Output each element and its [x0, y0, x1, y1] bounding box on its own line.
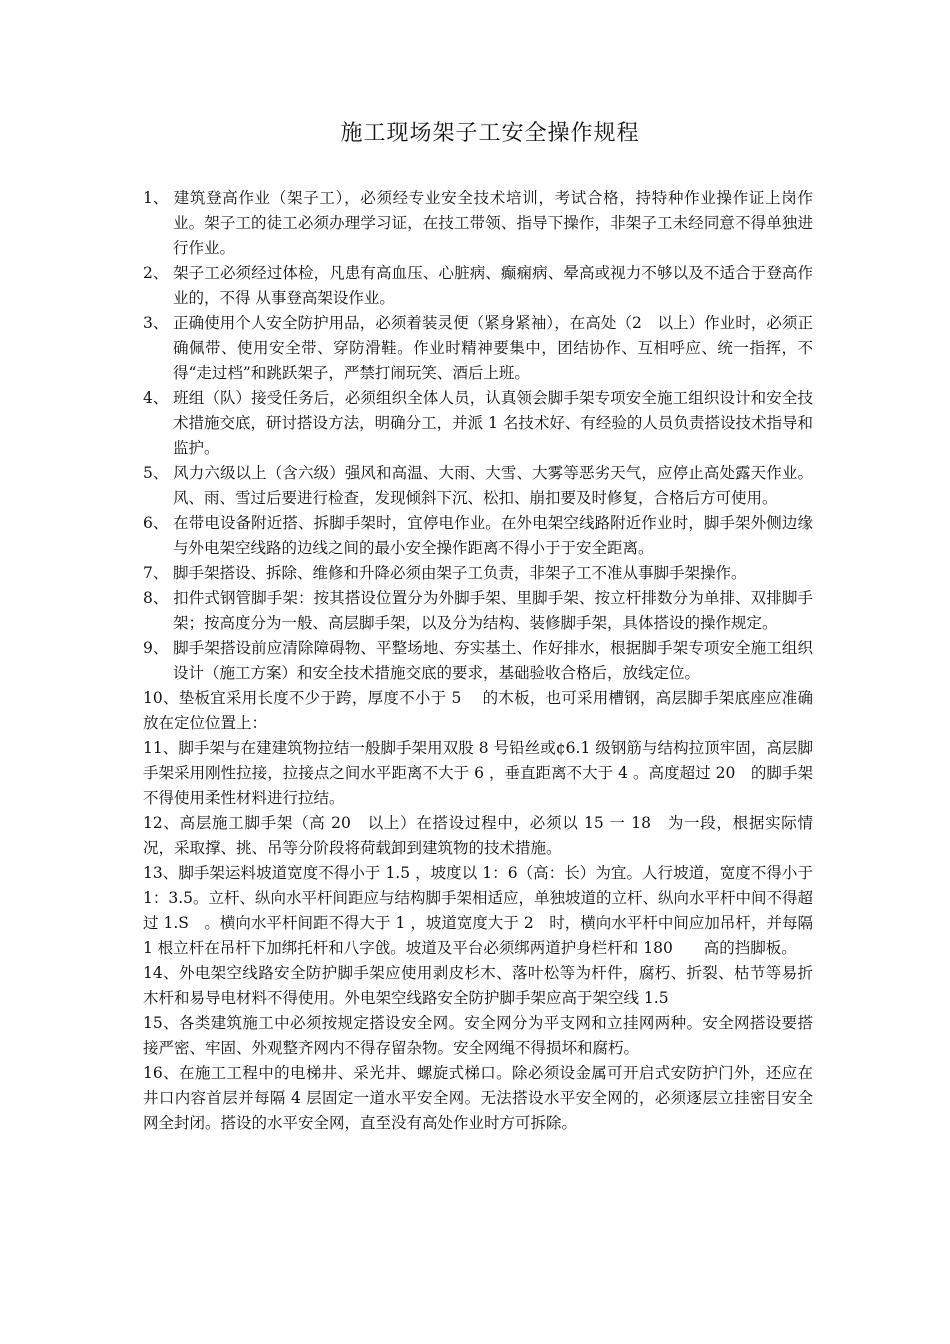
clause-number: 5、	[143, 464, 169, 482]
clause-4	[143, 386, 813, 461]
clause-text: 建筑登高作业（架子工），必须经专业安全技术培训，考试合格，持特种作业操作证上岗作业。架子工的徒工必须办理学习证，在技工带领、指导下操作，非架子工未经同意不得单独进行作业。	[173, 189, 813, 257]
clause-number: 13、	[143, 864, 179, 882]
clause-text: 脚手架运料坡道宽度不得小于 1.5 ，坡度以 1：6（高：长）为宜。人行坡道，宽度不得小于 1：3.5。立杆、纵向水平杆间距应与结构脚手架相适应，单独坡道的立杆、纵向水平杆中间不得超过 1.S 。横向水平杆间距不得大于 1 ，坡道宽度大于 2 时，横向水平杆中间应加吊杆，并每隔 1 根立杆在吊杆下加绑托杆和八字戗。坡道及平台必须绑两道护身栏杆和 180 高的挡脚板。	[143, 864, 814, 957]
clause-1	[143, 186, 813, 261]
clause-2	[143, 261, 813, 311]
clause-15	[143, 1011, 813, 1061]
clause-text: 在带电设备附近搭、拆脚手架时，宜停电作业。在外电架空线路附近作业时，脚手架外侧边缘与外电架空线路的边线之间的最小安全操作距离不得小于于安全距离。	[173, 514, 813, 557]
clause-number: 2、	[143, 264, 169, 282]
clause-text: 各类建筑施工中必须按规定搭设安全网。安全网分为平支网和立挂网两种。安全网搭设要搭接严密、牢固、外观整齐网内不得存留杂物。安全网绳不得损坏和腐朽。	[143, 1014, 813, 1057]
clause-8	[143, 586, 813, 636]
clause-number: 3、	[143, 314, 169, 332]
clause-text: 脚手架搭设前应清除障碍物、平整场地、夯实基土、作好排水，根据脚手架专项安全施工组织设计（施工方案）和安全技术措施交底的要求，基础验收合格后，放线定位。	[173, 639, 813, 682]
clause-text: 风力六级以上（含六级）强风和高温、大雨、大雪、大雾等恶劣天气，应停止高处露天作业。风、雨、雪过后要进行检查，发现倾斜下沉、松扣、崩扣要及时修复，合格后方可使用。	[173, 464, 813, 507]
clause-13	[143, 861, 813, 961]
clause-number: 14、	[143, 964, 179, 982]
clause-number: 12、	[143, 814, 180, 832]
clause-3	[143, 311, 813, 386]
clause-14	[143, 961, 813, 1011]
clause-12	[143, 811, 813, 861]
clause-11	[143, 736, 813, 811]
clause-text: 脚手架搭设、拆除、维修和升降必须由架子工负责，非架子工不准从事脚手架操作。	[173, 564, 747, 582]
clause-number: 8、	[143, 589, 169, 607]
clause-text: 在施工工程中的电梯井、采光井、螺旋式梯口。除必须设金属可开启式安防护门外，还应在井口内容首层并每隔 4 层固定一道水平安全网。无法搭设水平安全网的，必须逐层立挂密目安全网全封闭。搭设的水平安全网，直至没有高处作业时方可拆除。	[143, 1064, 813, 1132]
clause-number: 16、	[143, 1064, 179, 1082]
clause-text: 扣件式钢管脚手架：按其搭设位置分为外脚手架、里脚手架、按立杆排数分为单排、双排脚手架；按高度分为一般、高层脚手架，以及分为结构、装修脚手架，具体搭设的操作规定。	[173, 589, 813, 632]
clause-number: 9、	[143, 639, 169, 657]
clause-text: 架子工必须经过体检，凡患有高血压、心脏病、癫痫病、晕高或视力不够以及不适合于登高作业的，不得 从事登高架设作业。	[173, 264, 813, 307]
clause-text: 班组（队）接受任务后，必须组织全体人员，认真领会脚手架专项安全施工组织设计和安全技术措施交底，研讨搭设方法，明确分工，并派 1 名技术好、有经验的人员负责搭设技术指导和监护。	[173, 389, 813, 457]
clause-number: 7、	[143, 564, 169, 582]
clause-number: 10、	[143, 689, 179, 707]
clause-9	[143, 636, 813, 686]
clause-5	[143, 461, 813, 511]
document-title: 施工现场架子工安全操作规程	[340, 121, 640, 146]
clause-7	[143, 561, 813, 586]
clause-number: 15、	[143, 1014, 179, 1032]
clause-text: 脚手架与在建建筑物拉结一般脚手架用双股 8 号铅丝或¢6.1 级钢筋与结构拉顶牢固，高层脚手架采用刚性拉接，拉接点之间水平距离不大于 6 ，垂直距离不大于 4 。高度超过 20 的脚手架不得使用柔性材料进行拉结。	[143, 739, 813, 807]
clause-list	[143, 186, 813, 1136]
clause-text: 外电架空线路安全防护脚手架应使用剥皮杉木、落叶松等为杆件，腐朽、折裂、枯节等易折木杆和易导电材料不得使用。外电架空线路安全防护脚手架应高于架空线 1.5	[143, 964, 813, 1007]
clause-number: 11、	[143, 739, 179, 757]
clause-number: 4、	[143, 389, 169, 407]
clause-6	[143, 511, 813, 561]
clause-16	[143, 1061, 813, 1136]
clause-text: 高层施工脚手架（高 20 以上）在搭设过程中，必须以 15 一 18 为一段，根据实际情况，采取撑、挑、吊等分阶段将荷载卸到建筑物的技术措施。	[143, 814, 813, 857]
clause-number: 6、	[143, 514, 169, 532]
clause-text: 垫板宜采用长度不少于跨，厚度不小于 5 的木板，也可采用槽钢，高层脚手架底座应准确放在定位位置上：	[143, 689, 813, 732]
clause-number: 1、	[143, 189, 169, 207]
clause-10	[143, 686, 813, 736]
clause-text: 正确使用个人安全防护用品，必须着装灵便（紧身紧袖），在高处（2 以上）作业时，必须正确佩带、使用安全带、穿防滑鞋。作业时精神要集中，团结协作、互相呼应、统一指挥，不得“走过档”和跳跃架子，严禁打闹玩笑、酒后上班。	[173, 314, 813, 382]
